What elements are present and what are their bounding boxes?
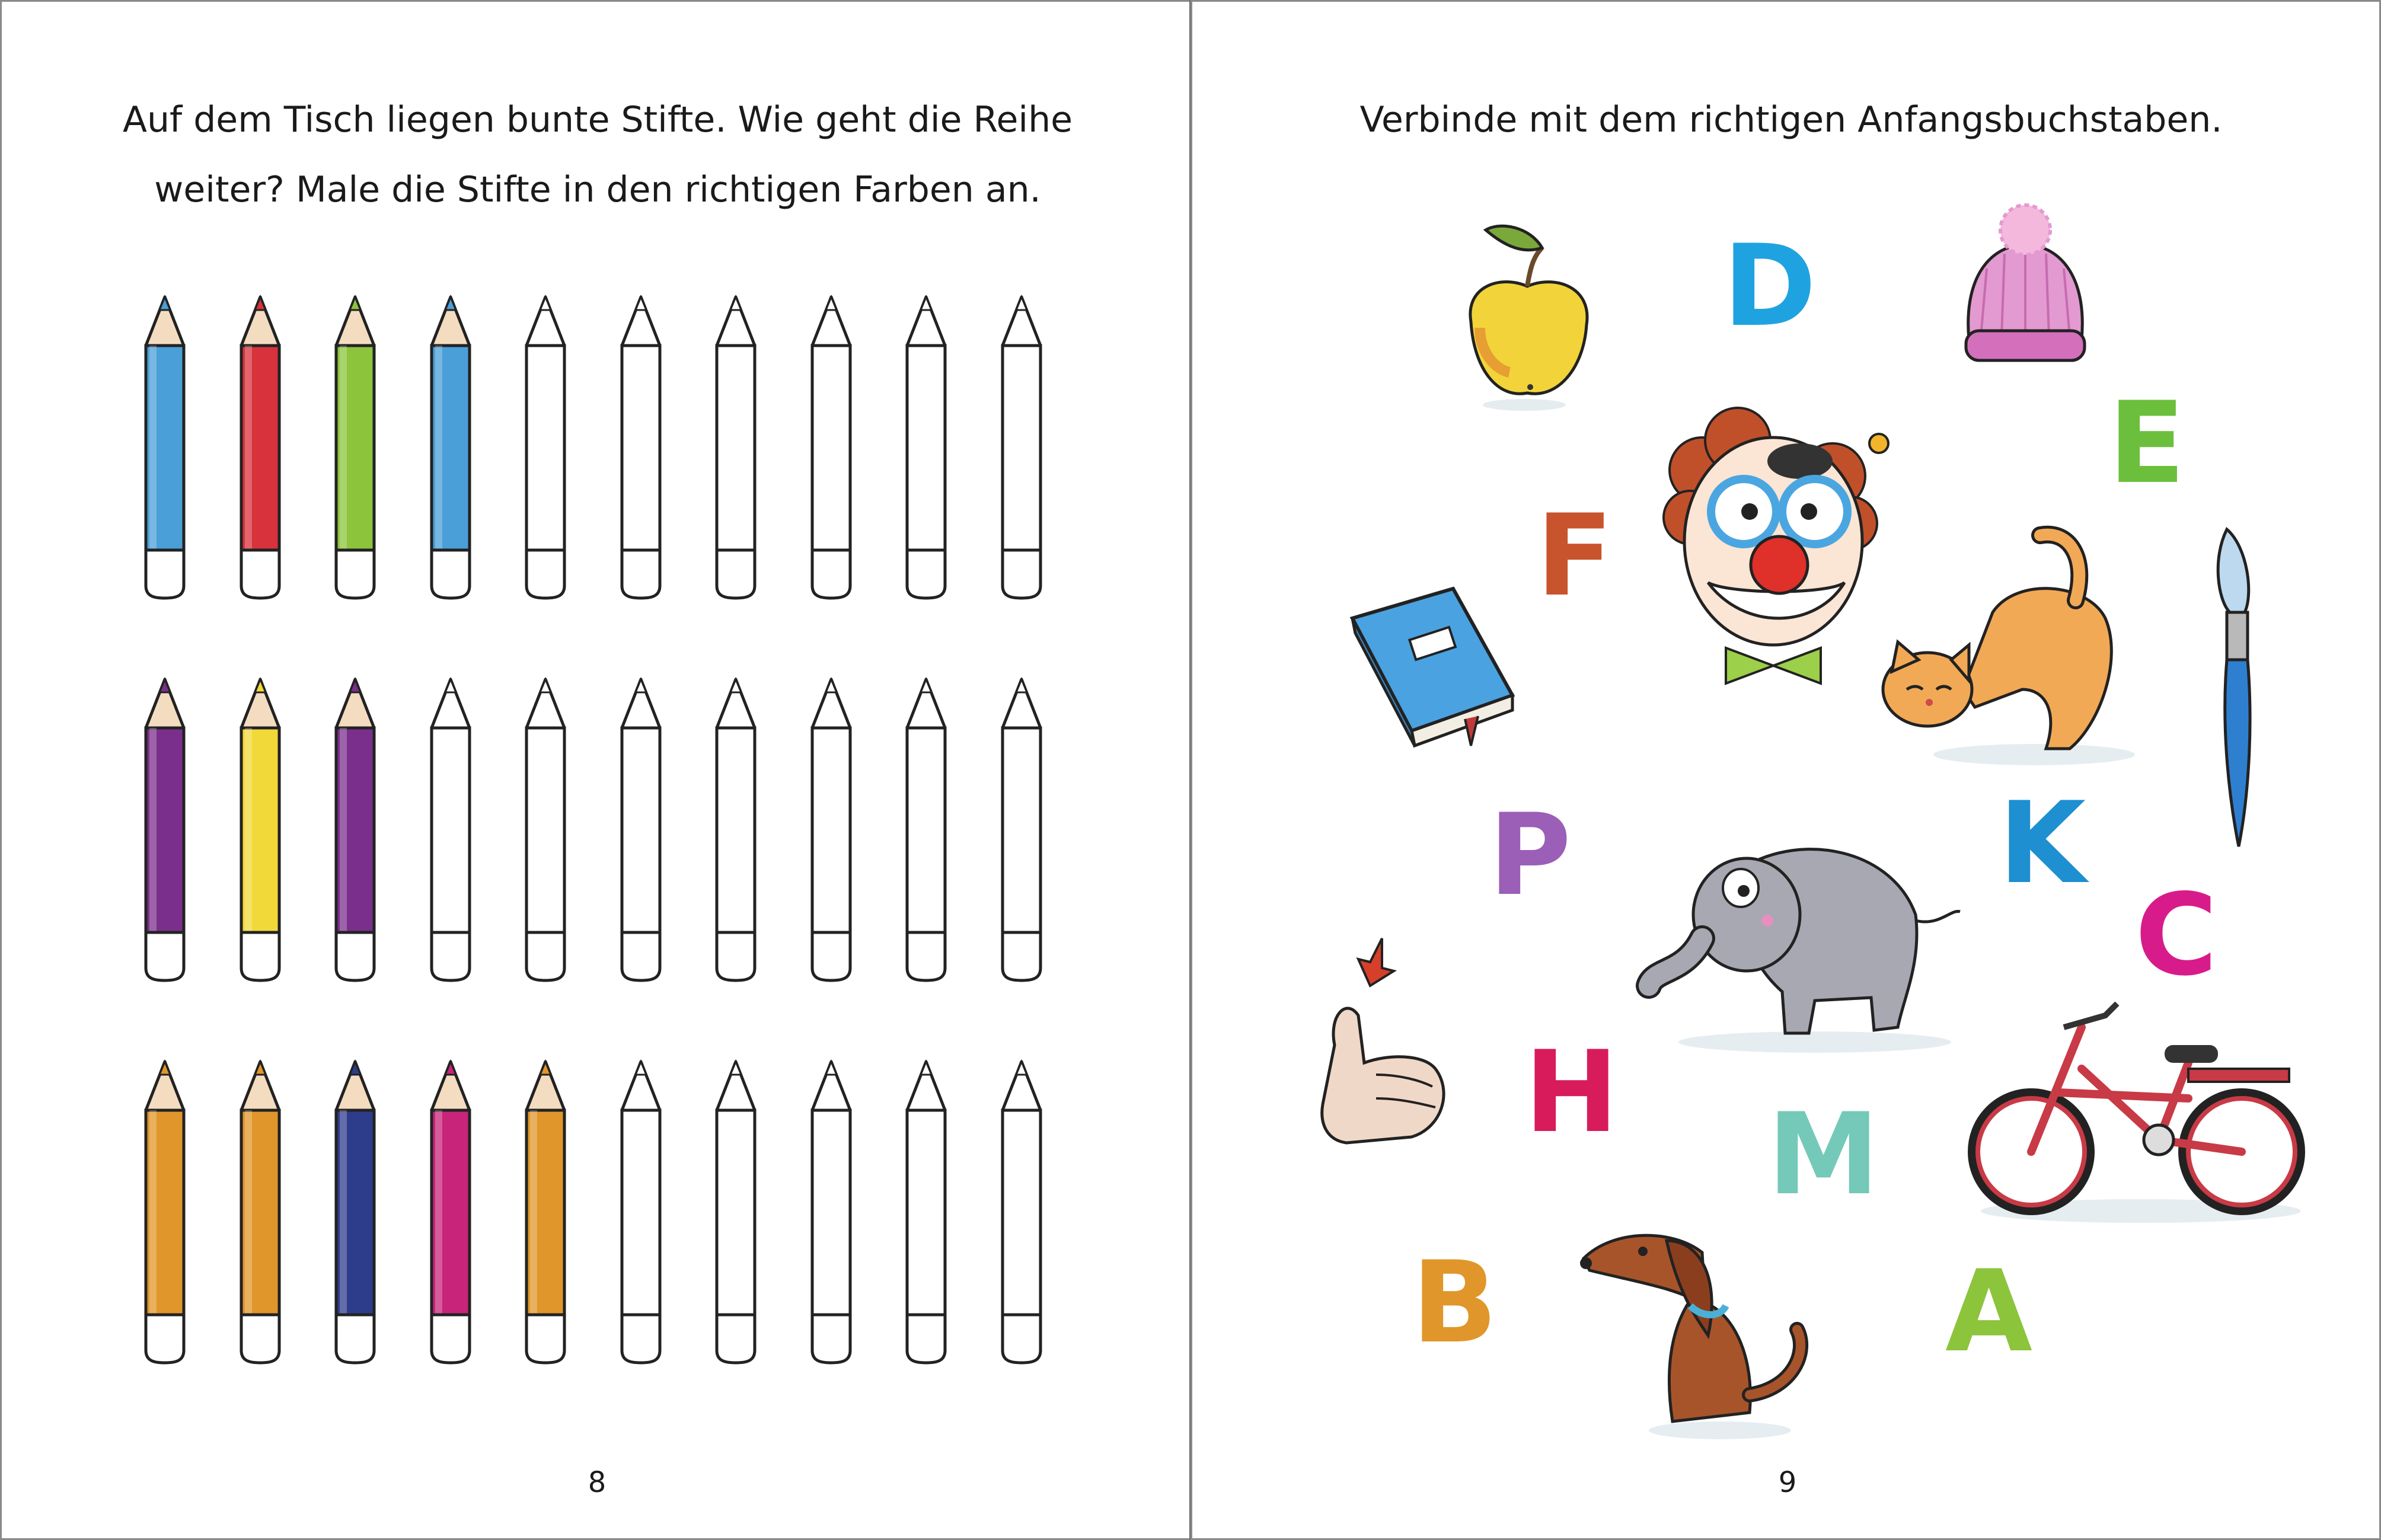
- left-page: [0, 0, 1190, 1540]
- page-number-left: 8: [588, 1466, 607, 1499]
- letter-k[interactable]: K: [1999, 778, 2086, 909]
- blank-pencil[interactable]: [808, 1057, 855, 1365]
- colored-pencil: [141, 1057, 189, 1365]
- blank-pencil[interactable]: [808, 292, 855, 600]
- blank-pencil[interactable]: [617, 292, 665, 600]
- blank-pencil[interactable]: [522, 675, 569, 983]
- page-number-right: 9: [1778, 1466, 1797, 1499]
- bicycle-icon[interactable]: [1963, 992, 2313, 1229]
- blank-pencil[interactable]: [617, 1057, 665, 1365]
- letter-h[interactable]: H: [1524, 1027, 1619, 1158]
- colored-pencil: [522, 1057, 569, 1365]
- thumb-icon[interactable]: [1311, 926, 1459, 1152]
- colored-pencil: [237, 292, 284, 600]
- letter-a[interactable]: A: [1945, 1246, 2033, 1377]
- colored-pencil: [427, 1057, 474, 1365]
- colored-pencil: [141, 292, 189, 600]
- book-icon[interactable]: [1340, 583, 1524, 761]
- colored-pencil: [237, 1057, 284, 1365]
- dog-icon[interactable]: [1572, 1217, 1850, 1442]
- blank-pencil[interactable]: [808, 675, 855, 983]
- letter-b[interactable]: B: [1412, 1237, 1498, 1368]
- letter-c[interactable]: C: [2135, 870, 2218, 1001]
- colored-pencil: [141, 675, 189, 983]
- apple-icon[interactable]: [1453, 221, 1607, 417]
- colored-pencil: [331, 675, 379, 983]
- letter-p[interactable]: P: [1489, 790, 1572, 921]
- blank-pencil[interactable]: [902, 292, 950, 600]
- blank-pencil[interactable]: [427, 675, 474, 983]
- right-instruction: Verbinde mit dem richtigen Anfangsbuchstaben.: [1359, 99, 2223, 140]
- colored-pencil: [427, 292, 474, 600]
- cat-icon[interactable]: [1874, 512, 2159, 772]
- left-instruction-line2: weiter? Male die Stifte in den richtigen Farben an.: [154, 169, 1041, 210]
- blank-pencil[interactable]: [522, 292, 569, 600]
- blank-pencil[interactable]: [998, 675, 1045, 983]
- blank-pencil[interactable]: [712, 675, 759, 983]
- blank-pencil[interactable]: [712, 292, 759, 600]
- wool-hat-icon[interactable]: [1945, 197, 2105, 375]
- letter-f[interactable]: F: [1536, 490, 1613, 621]
- colored-pencil: [331, 1057, 379, 1365]
- right-page: [1190, 0, 2381, 1540]
- blank-pencil[interactable]: [902, 675, 950, 983]
- blank-pencil[interactable]: [902, 1057, 950, 1365]
- letter-e[interactable]: E: [2108, 378, 2185, 509]
- blank-pencil[interactable]: [617, 675, 665, 983]
- letter-m[interactable]: M: [1767, 1089, 1880, 1220]
- left-instruction-line1: Auf dem Tisch liegen bunte Stifte. Wie geht die Reihe: [122, 99, 1073, 140]
- pencil-grid: [141, 292, 1066, 1371]
- left-instruction: [108, 85, 1087, 225]
- elephant-icon[interactable]: [1637, 820, 1969, 1057]
- colored-pencil: [237, 675, 284, 983]
- blank-pencil[interactable]: [998, 1057, 1045, 1365]
- blank-pencil[interactable]: [712, 1057, 759, 1365]
- colored-pencil: [331, 292, 379, 600]
- blank-pencil[interactable]: [998, 292, 1045, 600]
- letter-d[interactable]: D: [1723, 221, 1817, 352]
- paintbrush-icon[interactable]: [2194, 523, 2277, 855]
